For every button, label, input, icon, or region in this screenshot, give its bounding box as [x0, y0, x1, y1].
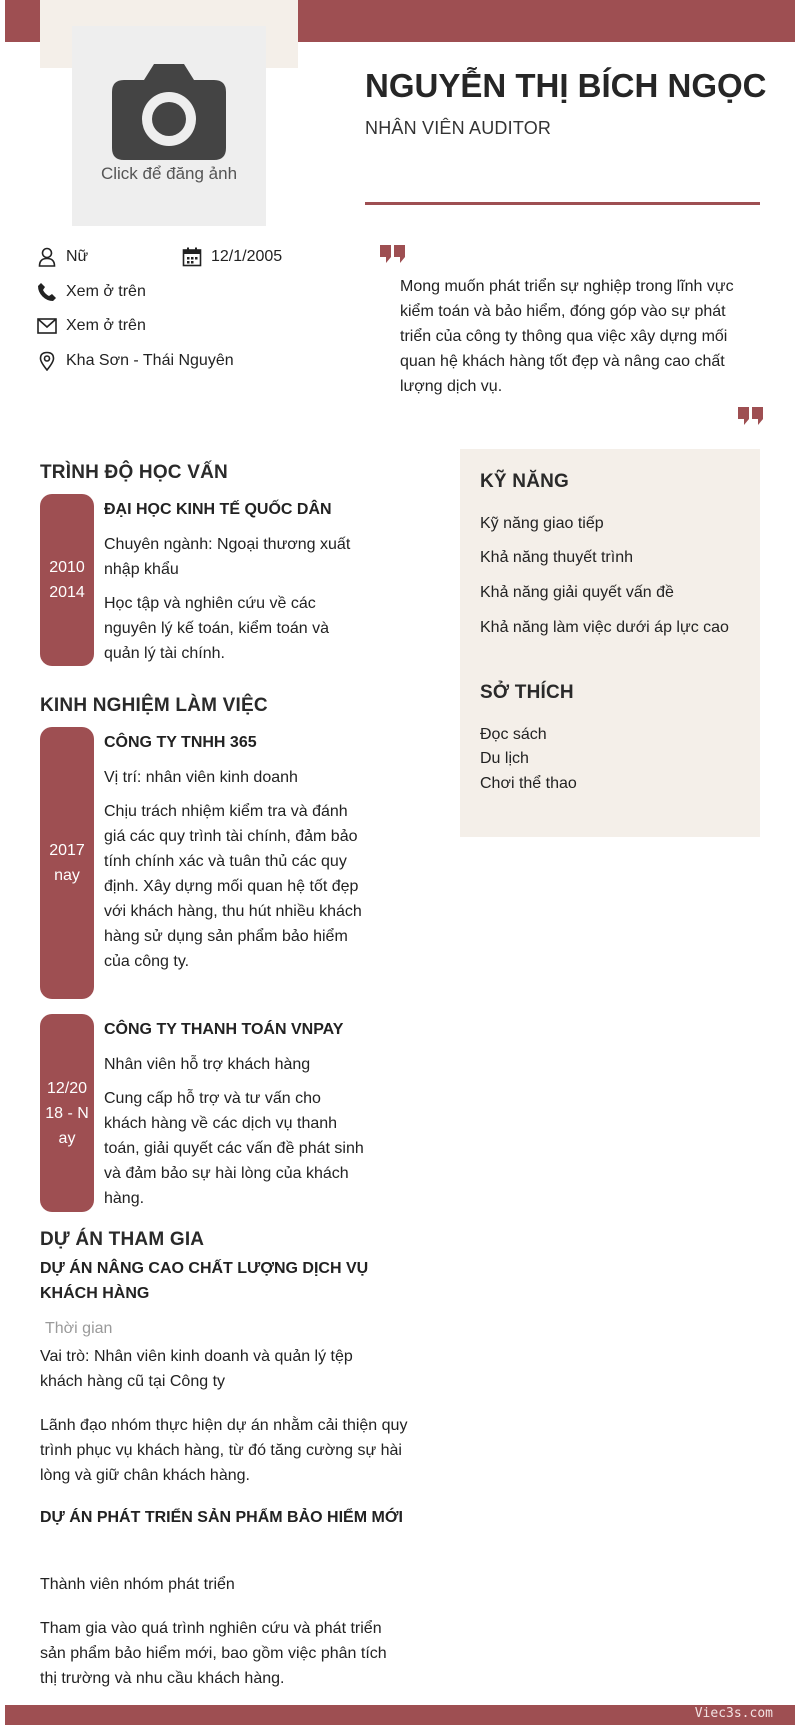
- experience-heading: KINH NGHIỆM LÀM VIỆC: [40, 695, 268, 716]
- experience-end-year: nay: [54, 867, 80, 884]
- project-time-field[interactable]: Thời gian: [45, 1320, 113, 1337]
- experience-description: Cung cấp hỗ trợ và tư vấn cho khách hàng về các dịch vụ thanh toán, giải quyết các vấn đề phát sinh và đảm bảo sự hài lòng của khách hàng.: [104, 1090, 364, 1207]
- experience-role: Vị trí: nhân viên kinh doanh: [104, 769, 298, 786]
- address-row: [36, 350, 234, 372]
- gender-value: Nữ: [66, 248, 89, 265]
- project-name: DỰ ÁN NÂNG CAO CHẤT LƯỢNG DỊCH VỤ KHÁCH HÀNG: [40, 1260, 369, 1302]
- skill-item: Kỹ năng giao tiếp: [480, 515, 604, 532]
- experience-period: 12/2018 - Nay: [45, 1079, 89, 1147]
- education-major: Chuyên ngành: Ngoại thương xuất nhập khẩu: [104, 536, 351, 578]
- phone-icon: [36, 281, 58, 303]
- birthday-value: 12/1/2005: [211, 248, 283, 265]
- photo-caption: Click để đăng ảnh: [100, 164, 238, 183]
- calendar-icon: [181, 246, 203, 268]
- camera-icon: [110, 58, 228, 162]
- education-heading: TRÌNH ĐỘ HỌC VẤN: [40, 462, 228, 483]
- experience-description: Chịu trách nhiệm kiểm tra và đánh giá các quy trình tài chính, đảm bảo tính chính xác và tuân thủ các quy định. Xây dựng mối quan hệ tốt đẹp với khách hàng, thu hút nhiều khách hàng sử dụng sản phẩm bảo hiểm của công ty.: [104, 803, 362, 970]
- education-period-bar: [40, 494, 94, 666]
- experience-period-bar: [40, 1014, 94, 1212]
- career-objective: Mong muốn phát triển sự nghiệp trong lĩnh vực kiểm toán và bảo hiểm, đóng góp vào sự phát triển của công ty thông qua việc xây dựng mối quan hệ khách hàng tốt đẹp và nâng cao chất lượng dịch vụ.: [400, 278, 734, 395]
- education-start-year: 2010: [49, 559, 85, 576]
- gender-row: [36, 246, 88, 268]
- skills-heading: KỸ NĂNG: [480, 471, 570, 492]
- address-value: Kha Sơn - Thái Nguyên: [66, 352, 234, 369]
- full-name: NGUYỄN THỊ BÍCH NGỌC: [365, 67, 767, 104]
- email-value: Xem ở trên: [66, 317, 146, 334]
- project-description: Lãnh đạo nhóm thực hiện dự án nhằm cải thiện quy trình phục vụ khách hàng, từ đó tăng cường sự hài lòng và giữ chân khách hàng.: [40, 1417, 408, 1484]
- email-row: [36, 315, 146, 337]
- company-name: CÔNG TY THANH TOÁN VNPAY: [104, 1021, 344, 1038]
- project-role: Thành viên nhóm phát triển: [40, 1576, 235, 1593]
- experience-start-year: 2017: [49, 842, 85, 859]
- hobby-item: Du lịch: [480, 750, 529, 767]
- quote-close-icon: [738, 407, 764, 425]
- experience-period-bar: [40, 727, 94, 999]
- company-name: CÔNG TY TNHH 365: [104, 734, 257, 751]
- project-name: DỰ ÁN PHÁT TRIỂN SẢN PHẨM BẢO HIỂM MỚI: [40, 1509, 403, 1526]
- job-title: NHÂN VIÊN AUDITOR: [365, 118, 552, 138]
- projects-heading: DỰ ÁN THAM GIA: [40, 1229, 205, 1250]
- school-name: ĐẠI HỌC KINH TẾ QUỐC DÂN: [104, 501, 332, 518]
- skill-item: Khả năng giải quyết vấn đề: [480, 584, 674, 601]
- quote-open-icon: [380, 245, 406, 263]
- experience-entry: [104, 730, 366, 983]
- phone-value: Xem ở trên: [66, 283, 146, 300]
- education-entry: [104, 497, 366, 675]
- experience-entry: [104, 1017, 366, 1220]
- avatar-upload[interactable]: [72, 26, 266, 226]
- hobbies-heading: SỞ THÍCH: [480, 682, 574, 703]
- phone-row: [36, 281, 146, 303]
- birthday-row: [181, 246, 282, 268]
- project-role: Vai trò: Nhân viên kinh doanh và quản lý tệp khách hàng cũ tại Công ty: [40, 1348, 353, 1390]
- skill-item: Khả năng thuyết trình: [480, 549, 633, 566]
- user-icon: [36, 246, 58, 268]
- hobby-item: Đọc sách: [480, 726, 547, 743]
- skill-item: Khả năng làm việc dưới áp lực cao: [480, 619, 729, 636]
- experience-role: Nhân viên hỗ trợ khách hàng: [104, 1056, 311, 1073]
- project-description: Tham gia vào quá trình nghiên cứu và phát triển sản phẩm bảo hiểm mới, bao gồm việc phân tích thị trường và nhu cầu khách hàng.: [40, 1620, 387, 1687]
- education-end-year: 2014: [49, 584, 85, 601]
- hobby-item: Chơi thể thao: [480, 775, 577, 792]
- location-pin-icon: [36, 350, 58, 372]
- title-divider: [365, 202, 760, 205]
- bottom-accent-bar: [5, 1705, 795, 1725]
- mail-icon: [36, 315, 58, 337]
- site-brand: Viec3s.com: [694, 1706, 773, 1721]
- education-description: Học tập và nghiên cứu về các nguyên lý kế toán, kiểm toán và quản lý tài chính.: [104, 595, 330, 662]
- skills-panel: [460, 449, 760, 837]
